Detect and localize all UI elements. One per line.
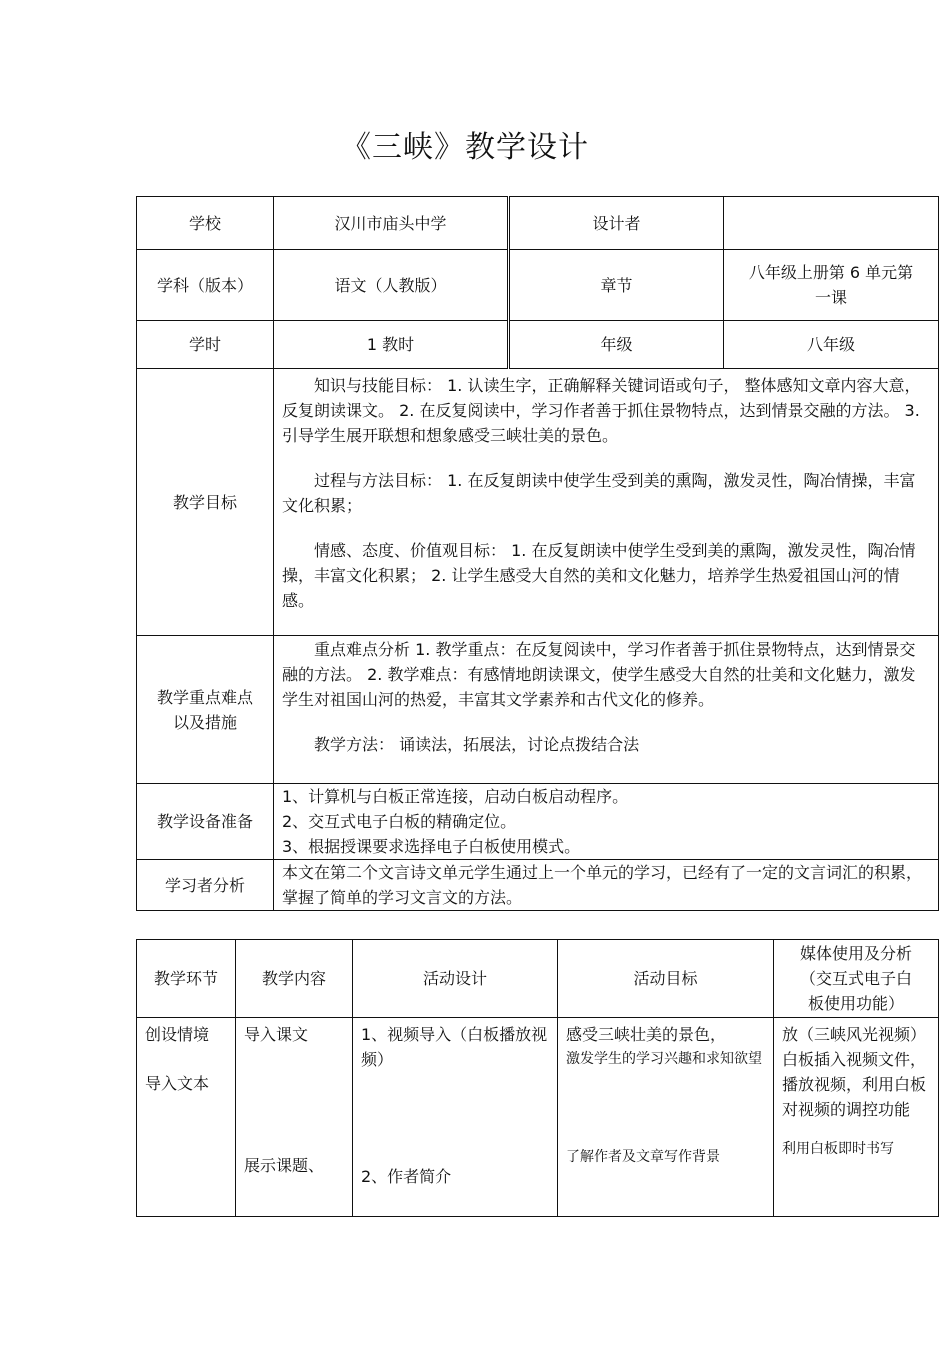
keypoints-analysis: 重点难点分析 1. 教学重点：在反复阅读中，学习作者善于抓住景物特点，达到情景交融的方法。 2. 教学难点：有感情地朗读课文，使学生感受大自然的壮美和文化魅力，激发学生对祖国山河的热爱，丰富其文学素养和古代文化的修养。 [282,640,916,709]
header-activity: 活动设计 [353,940,558,1018]
content-item: 导入课文 [244,1025,309,1044]
header-media [774,940,939,1018]
school-label: 学校 [137,197,274,250]
stage-line2: 导入文本 [145,1074,210,1093]
designer-label: 设计者 [509,197,724,250]
equipment-content [274,784,939,860]
process-table [136,939,939,1217]
objectives-emotion: 情感、态度、价值观目标： 1. 在反复朗读中使学生受到美的熏陶，激发灵性，陶冶情操，丰富文化积累； 2. 让学生感受大自然的美和文化魅力，培养学生热爱祖国山河的情感。 [282,541,916,610]
media-item: 利用白板即时书写 [782,1141,894,1157]
content-cell [236,1018,353,1217]
media-cell [774,1018,939,1217]
chapter-value [724,250,939,321]
content-item: 展示课题、 [244,1156,325,1175]
header-media-line1: 媒体使用及分析 [799,944,912,963]
activity-cell [353,1018,558,1217]
keypoints-methods: 教学方法： 诵读法，拓展法，讨论点拨结合法 [314,735,640,754]
objectives-content [274,369,939,636]
keypoints-label-line1: 教学重点难点 [156,687,253,707]
chapter-value-line2: 一课 [814,288,847,307]
header-media-line2: （交互式电子白 [799,969,912,988]
stage-line1: 创设情境 [145,1025,210,1044]
grade-value: 八年级 [724,321,939,369]
media-item: 放（三峡风光视频） [782,1025,927,1044]
grade-label: 年级 [509,321,724,369]
chapter-label: 章节 [509,250,724,321]
chapter-value-line1: 八年级上册第 6 单元第 [748,263,914,282]
header-media-line3: 板使用功能） [807,994,904,1013]
equipment-item: 2、交互式电子白板的精确定位。 [282,812,517,831]
stage-cell [137,1018,236,1217]
objectives-knowledge: 知识与技能目标： 1. 认读生字，正确解释关键词语或句子， 整体感知文章内容大意，反复朗读课文。 2. 在反复阅读中，学习作者善于抓住景物特点，达到情景交融的方法。 3. 引导学生展开联想和想象感受三峡壮美的景色。 [282,376,921,445]
goal-item: 了解作者及文章写作背景 [566,1149,720,1165]
designer-value [724,197,939,250]
info-table [136,196,939,911]
keypoints-content [274,636,939,784]
equipment-item: 1、计算机与白板正常连接，启动白板启动程序。 [282,787,629,806]
page-title: 《三峡》教学设计 [341,130,589,165]
activity-item: 1、视频导入（白板播放视频） [361,1025,548,1069]
goal-item: 激发学生的学习兴趣和求知欲望 [566,1051,762,1067]
learners-label: 学习者分析 [137,860,274,911]
keypoints-label-line2: 以及措施 [172,712,237,732]
activity-item: 2、作者简介 [361,1167,452,1186]
goal-cell [558,1018,774,1217]
header-content: 教学内容 [236,940,353,1018]
goal-item: 感受三峡壮美的景色， [566,1025,727,1044]
media-item: 白板插入视频文件，播放视频，利用白板对视频的调控功能 [782,1050,927,1119]
equipment-item: 3、根据授课要求选择电子白板使用模式。 [282,837,581,856]
header-goal: 活动目标 [558,940,774,1018]
learners-content: 本文在第二个文言诗文单元学生通过上一个单元的学习，已经有了一定的文言词汇的积累，掌握了简单的学习文言文的方法。 [274,860,939,911]
equipment-label: 教学设备准备 [137,784,274,860]
header-stage: 教学环节 [137,940,236,1018]
subject-label: 学科（版本） [137,250,274,321]
objectives-label: 教学目标 [137,369,274,636]
school-value: 汉川市庙头中学 [274,197,509,250]
objectives-process: 过程与方法目标： 1. 在反复朗读中使学生受到美的熏陶，激发灵性，陶冶情操，丰富文化积累； [282,471,916,515]
period-label: 学时 [137,321,274,369]
subject-value: 语文（人教版） [274,250,509,321]
period-value: 1 教时 [274,321,509,369]
keypoints-label [137,636,274,784]
